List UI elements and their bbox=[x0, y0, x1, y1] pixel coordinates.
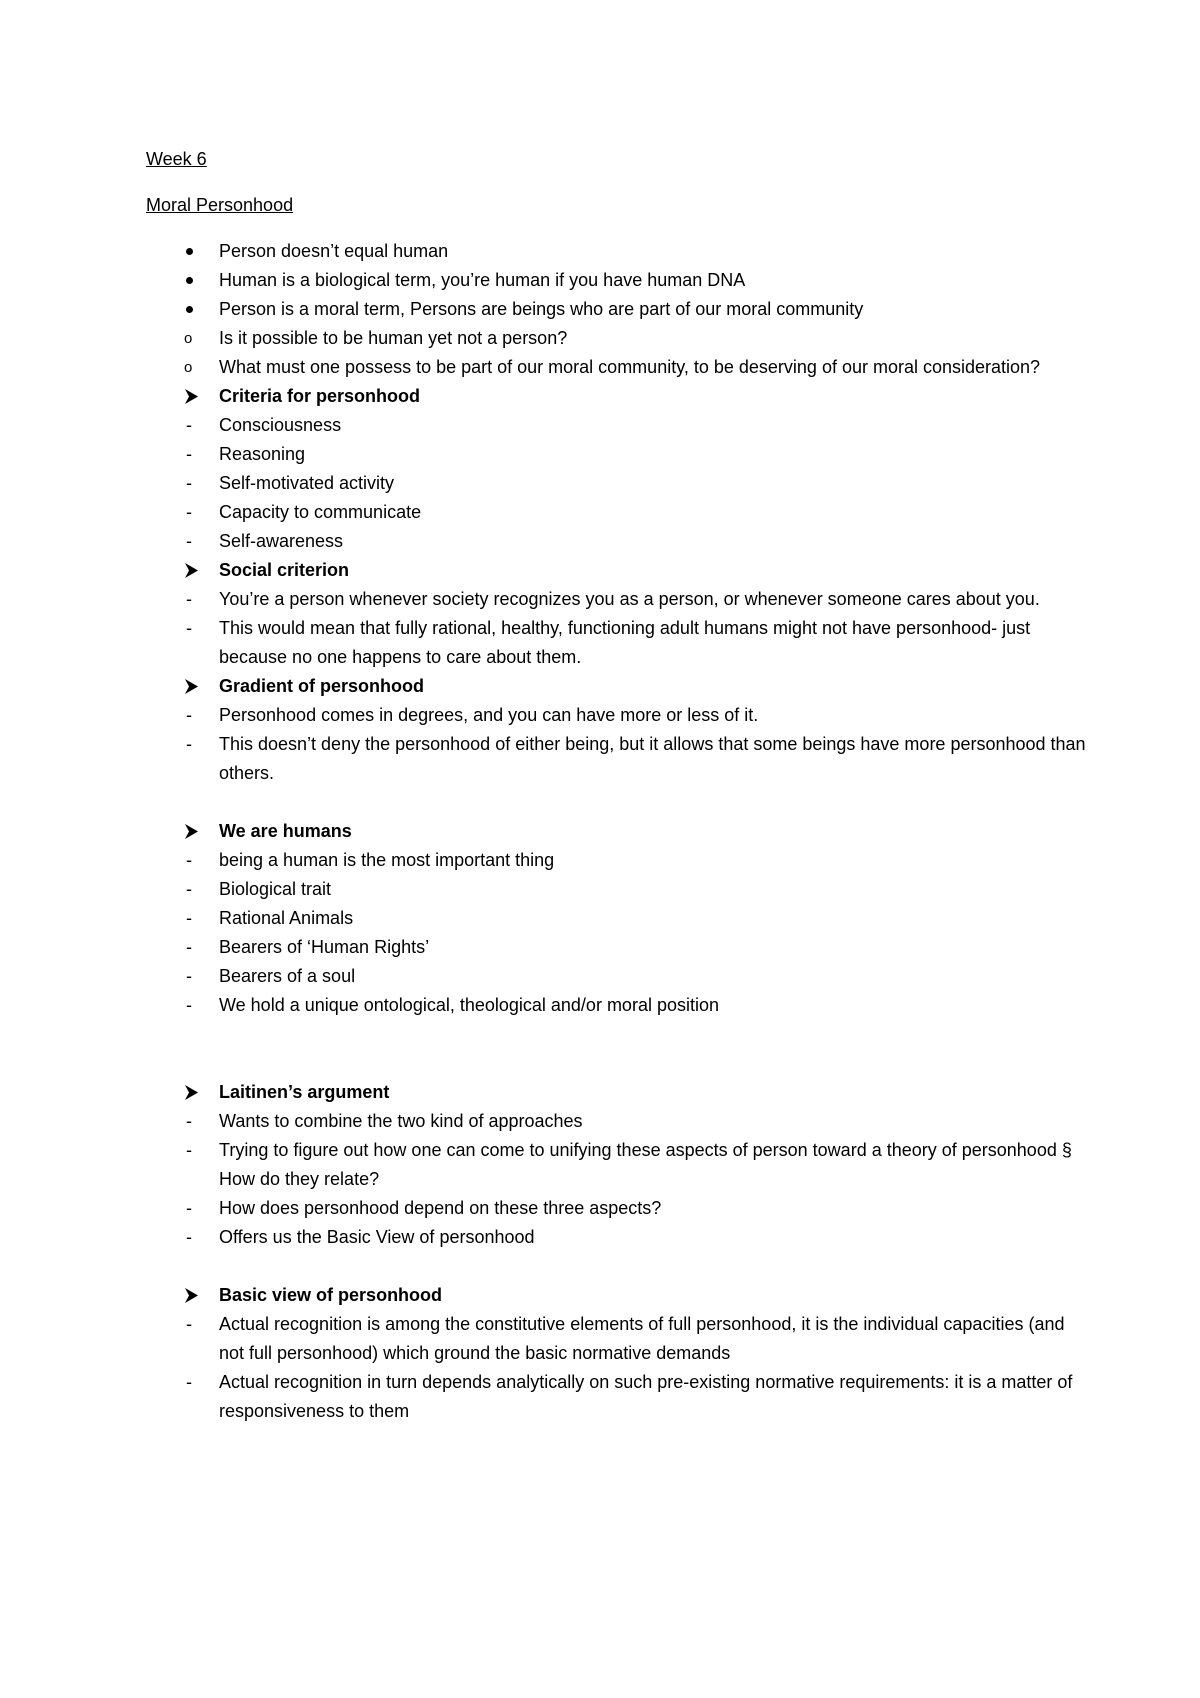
dash-item-text: Offers us the Basic View of personhood bbox=[219, 1227, 535, 1247]
topic-heading bbox=[146, 382, 1086, 411]
dash-item bbox=[146, 1107, 1086, 1136]
dash-item bbox=[146, 585, 1086, 614]
dash-bullet-icon: - bbox=[186, 937, 192, 957]
topic-heading-text: Basic view of personhood bbox=[219, 1285, 443, 1305]
circle-bullet-icon: o bbox=[184, 330, 193, 347]
dash-bullet-icon: - bbox=[186, 705, 192, 725]
topic-heading-text: We are humans bbox=[219, 821, 352, 841]
dash-item bbox=[146, 904, 1086, 933]
dash-item-text: Actual recognition in turn depends analytically on such pre-existing normative requirements: it is a matter of responsiveness to them bbox=[219, 1372, 1073, 1421]
dash-item-text: Reasoning bbox=[219, 444, 306, 464]
sub-bullet-item bbox=[146, 353, 1086, 382]
circle-bullet-icon: o bbox=[184, 359, 193, 376]
dash-item bbox=[146, 614, 1086, 672]
dash-item-text: Capacity to communicate bbox=[219, 502, 422, 522]
bullet-item-text: Human is a biological term, you’re human if you have human DNA bbox=[219, 270, 746, 290]
dash-bullet-icon: - bbox=[186, 995, 192, 1015]
dash-item-text: Self-motivated activity bbox=[219, 473, 395, 493]
topic-heading bbox=[146, 672, 1086, 701]
dash-bullet-icon: - bbox=[186, 1227, 192, 1247]
dash-item bbox=[146, 875, 1086, 904]
sub-bullet-item bbox=[146, 324, 1086, 353]
bullet-item bbox=[146, 237, 1086, 266]
topic-heading bbox=[146, 1281, 1086, 1310]
document-body bbox=[146, 145, 1086, 1426]
dash-bullet-icon: - bbox=[186, 618, 192, 638]
bullet-item bbox=[146, 266, 1086, 295]
dash-item bbox=[146, 498, 1086, 527]
topic-heading-text: Gradient of personhood bbox=[219, 676, 424, 696]
sub-bullet-item-text: What must one possess to be part of our moral community, to be deserving of our moral consideration? bbox=[219, 357, 1041, 377]
dash-bullet-icon: - bbox=[186, 908, 192, 928]
dash-item-text: This would mean that fully rational, healthy, functioning adult humans might not have personhood- just because no one happens to care about them. bbox=[219, 618, 1031, 667]
dash-bullet-icon: - bbox=[186, 444, 192, 464]
topic-heading-text: Social criterion bbox=[219, 560, 350, 580]
dash-item bbox=[146, 846, 1086, 875]
week-heading: Week 6 bbox=[146, 149, 207, 169]
dash-item bbox=[146, 962, 1086, 991]
dash-item-text: Personhood comes in degrees, and you can have more or less of it. bbox=[219, 705, 759, 725]
dash-item-text: You’re a person whenever society recognizes you as a person, or whenever someone cares about you. bbox=[219, 589, 1040, 609]
dash-bullet-icon: - bbox=[186, 473, 192, 493]
bullet-item bbox=[146, 295, 1086, 324]
dash-bullet-icon: - bbox=[186, 850, 192, 870]
topic-heading-text: Laitinen’s argument bbox=[219, 1082, 390, 1102]
dash-bullet-icon: - bbox=[186, 502, 192, 522]
dash-item-text: Wants to combine the two kind of approaches bbox=[219, 1111, 583, 1131]
dash-item-text: Trying to figure out how one can come to unifying these aspects of person toward a theory of personhood § How do they relate? bbox=[219, 1140, 1072, 1189]
dash-item-text: being a human is the most important thing bbox=[219, 850, 555, 870]
dash-item bbox=[146, 701, 1086, 730]
dash-item bbox=[146, 1223, 1086, 1252]
dash-item-text: We hold a unique ontological, theological and/or moral position bbox=[219, 995, 719, 1015]
dash-bullet-icon: - bbox=[186, 415, 192, 435]
dash-bullet-icon: - bbox=[186, 1314, 192, 1334]
dash-item bbox=[146, 1136, 1086, 1194]
dash-item-text: Bearers of a soul bbox=[219, 966, 356, 986]
dash-item bbox=[146, 527, 1086, 556]
dash-item-text: Rational Animals bbox=[219, 908, 354, 928]
blank-line bbox=[146, 1252, 1086, 1281]
dash-item-text: How does personhood depend on these three aspects? bbox=[219, 1198, 662, 1218]
dash-bullet-icon: - bbox=[186, 531, 192, 551]
dash-bullet-icon: - bbox=[186, 1111, 192, 1131]
blank-line bbox=[146, 788, 1086, 817]
dash-item bbox=[146, 411, 1086, 440]
section-heading: Moral Personhood bbox=[146, 195, 294, 215]
topic-heading-text: Criteria for personhood bbox=[219, 386, 421, 406]
topic-heading bbox=[146, 817, 1086, 846]
dash-item-text: Self-awareness bbox=[219, 531, 344, 551]
dash-item bbox=[146, 1194, 1086, 1223]
topic-heading bbox=[146, 1078, 1086, 1107]
dash-item-text: Consciousness bbox=[219, 415, 342, 435]
sub-bullet-item-text: Is it possible to be human yet not a person? bbox=[219, 328, 568, 348]
blank-line bbox=[146, 1020, 1086, 1078]
dash-item bbox=[146, 469, 1086, 498]
dash-item-text: Bearers of ‘Human Rights’ bbox=[219, 937, 430, 957]
topic-heading bbox=[146, 556, 1086, 585]
dash-item-text: Biological trait bbox=[219, 879, 332, 899]
bullet-item-text: Person doesn’t equal human bbox=[219, 241, 449, 261]
bullet-item-text: Person is a moral term, Persons are beings who are part of our moral community bbox=[219, 299, 864, 319]
dash-bullet-icon: - bbox=[186, 1140, 192, 1160]
dash-item bbox=[146, 991, 1086, 1020]
dash-item bbox=[146, 1310, 1086, 1368]
dash-item bbox=[146, 440, 1086, 469]
dash-bullet-icon: - bbox=[186, 589, 192, 609]
notes-list bbox=[146, 237, 1086, 1426]
dash-item bbox=[146, 933, 1086, 962]
dash-item-text: Actual recognition is among the constitutive elements of full personhood, it is the individual capacities (and not full personhood) which ground the basic normative demands bbox=[219, 1314, 1065, 1363]
dash-bullet-icon: - bbox=[186, 966, 192, 986]
dash-bullet-icon: - bbox=[186, 1372, 192, 1392]
dash-bullet-icon: - bbox=[186, 734, 192, 754]
dash-bullet-icon: - bbox=[186, 1198, 192, 1218]
dash-item bbox=[146, 730, 1086, 788]
dash-item bbox=[146, 1368, 1086, 1426]
dash-bullet-icon: - bbox=[186, 879, 192, 899]
dash-item-text: This doesn’t deny the personhood of either being, but it allows that some beings have more personhood than others. bbox=[219, 734, 1086, 783]
